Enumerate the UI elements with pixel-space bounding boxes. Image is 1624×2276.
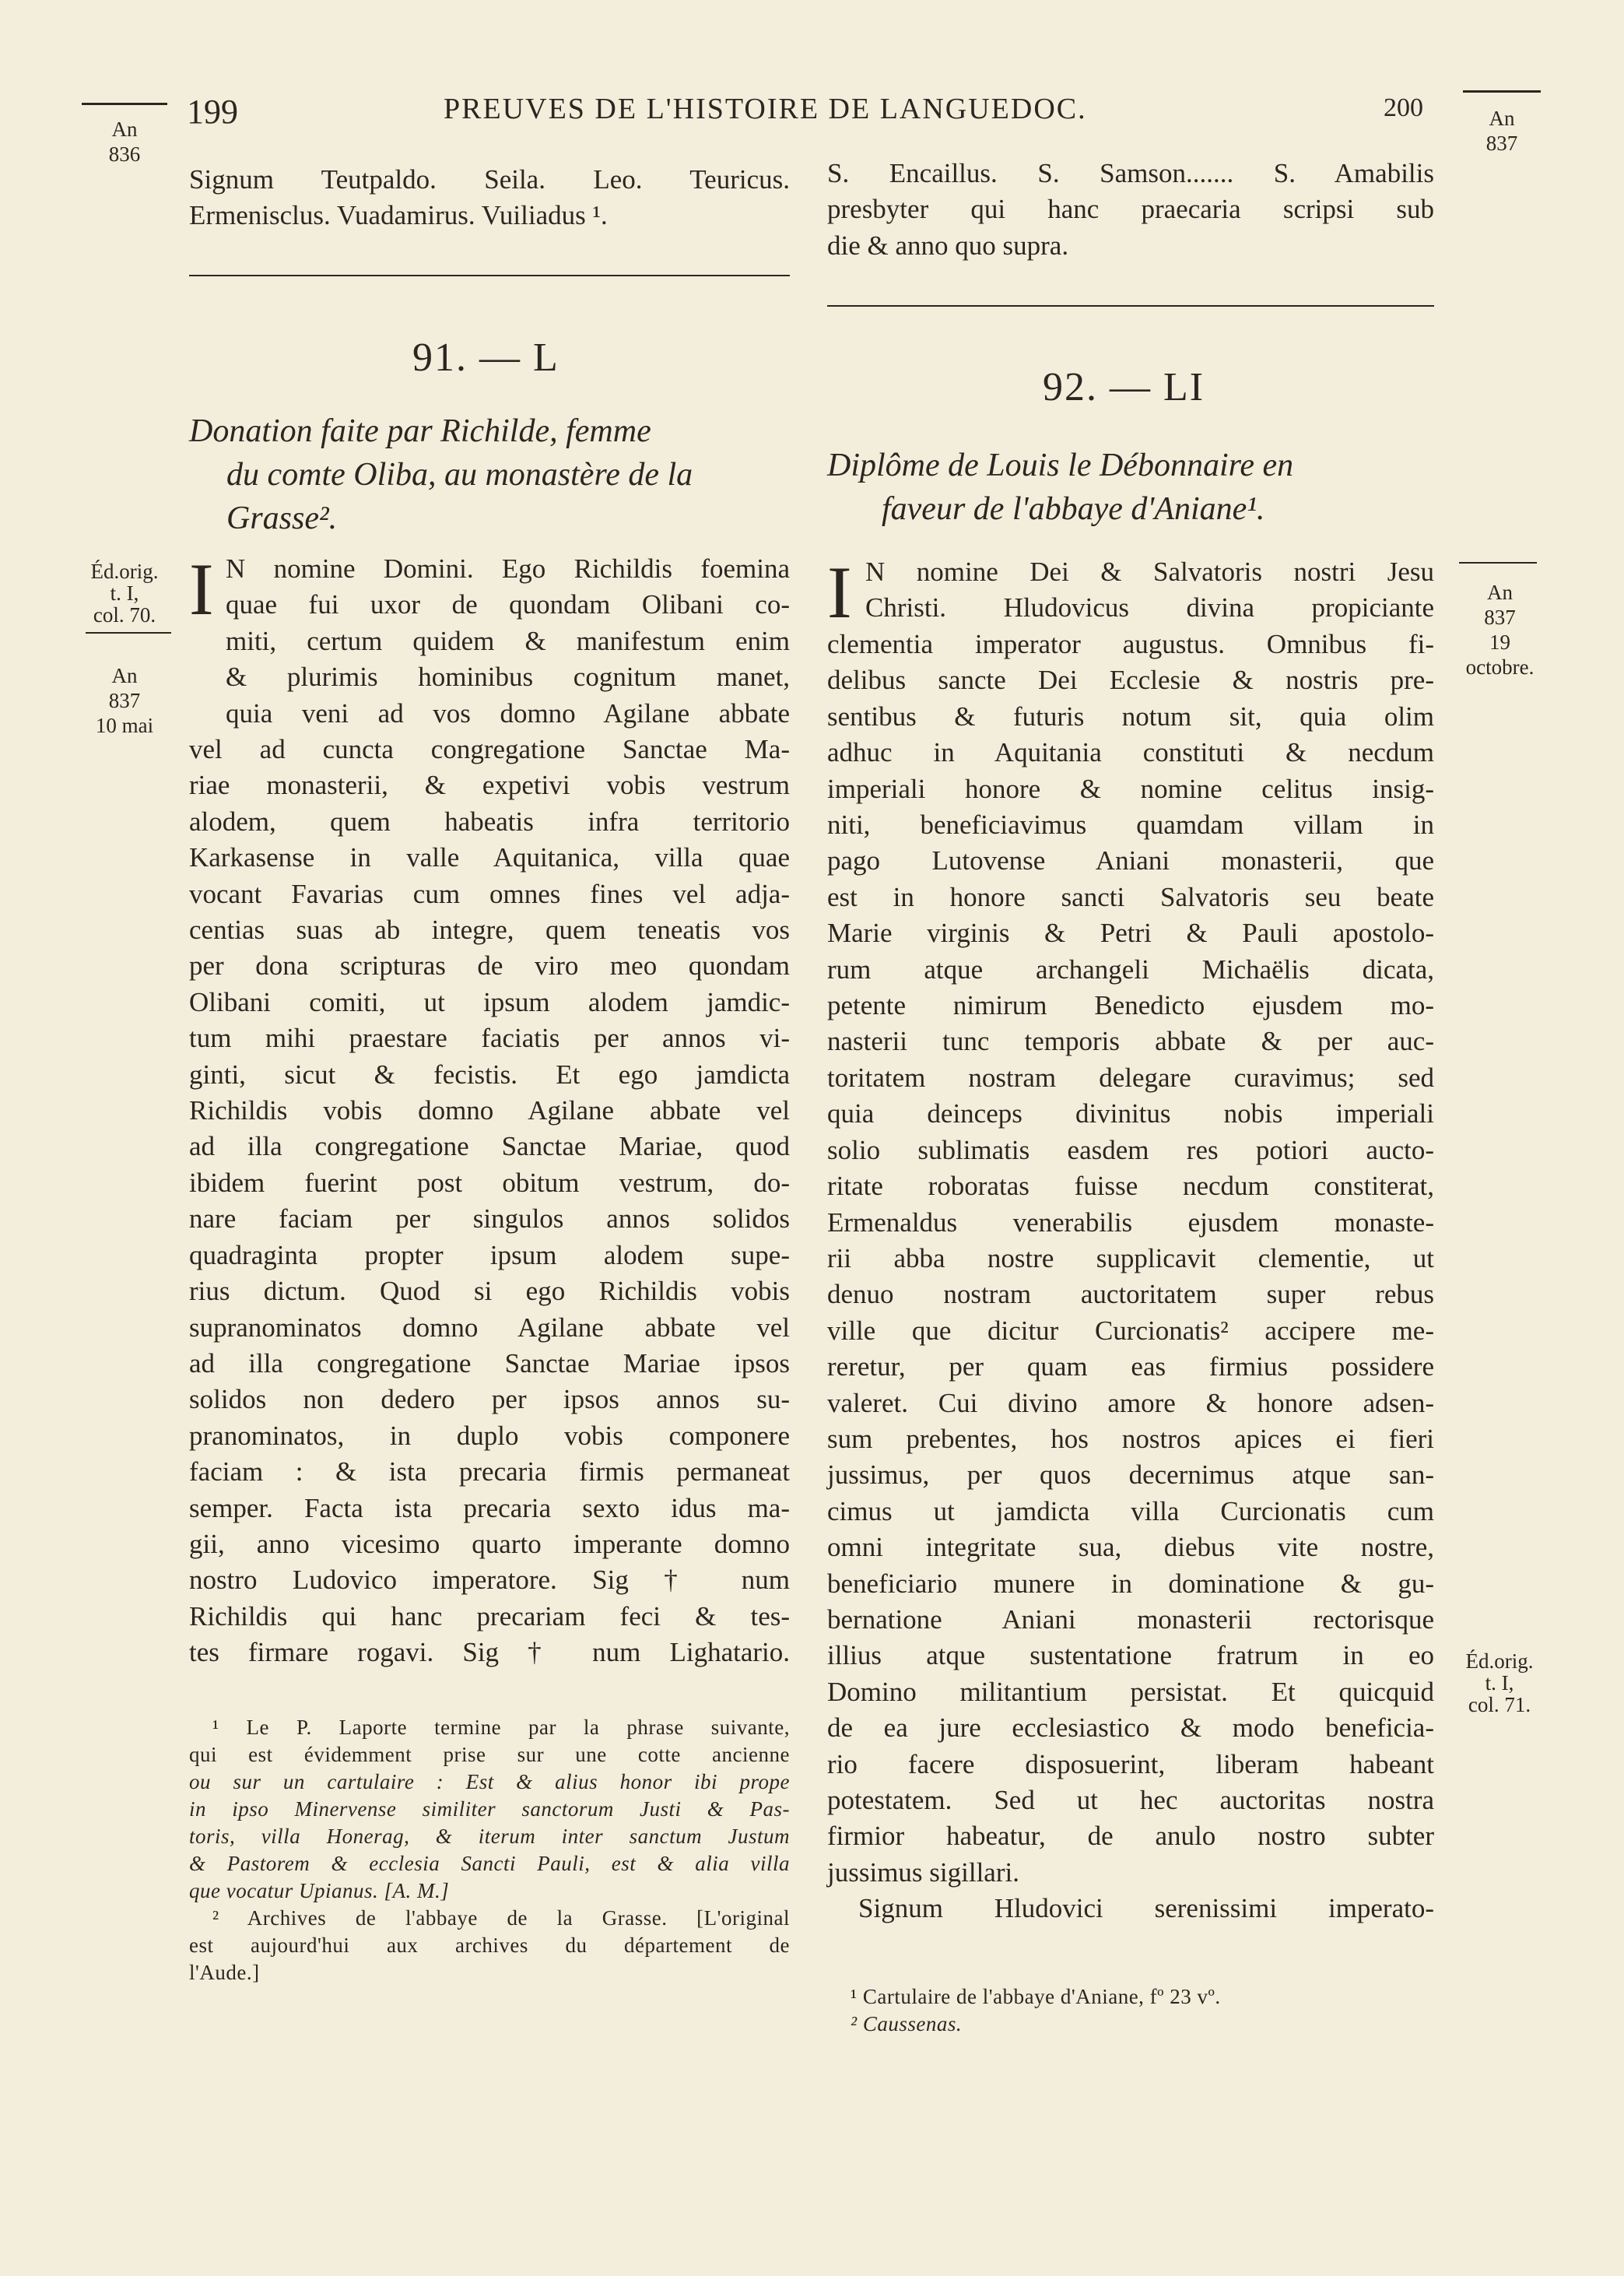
doc91-body: vel ad cuncta congregatione Sanctae Ma- riae monasterii, & expetivi vobis vestrum alodem, quem habeatis infra territorio Karkasense in valle Aquitanica, villa quae vocant Favarias cum omnes fines vel adja- centias suas ab integre, quem teneatis vos per dona scripturas de viro meo quondam Olibani comiti, ut ipsum alodem jamdic- tum mihi praestare faciatis per annos vi- ginti, sicut & fecistis. Et ego jamdicta Richildis vobis domno Agilane abbate vel ad illa congregatione Sanctae Mariae, quod ibidem fuerint post obitum vestrum, do- nare faciam per singulos annos solidos quadraginta propter ipsum alodem supe- rius dictum. Quod si ego Richildis vobis supranominatos domno Agilane abbate vel ad illa congregatione Sanctae Mariae ipsos solidos non dedero per ipsos annos su- pranominatos, in duplo vobis componere faciam : & ista precaria firmis permaneat semper. Facta ista precaria sexto idus ma- gii, anno vicesimo quarto imperante domno nostro Ludovico imperatore. Sig † num Richildis qui hanc precariam feci & tes- tes firmare rogavi. Sig † num Lighatario.	[189, 734, 790, 1668]
doc92-dropcap: I	[827, 551, 852, 634]
right-section-rule	[827, 305, 1434, 307]
doc91-first-lines: N nomine Domini. Ego Richildis foemina quae fui uxor de quondam Olibani co- miti, certum quidem & manifestum enim & plurimis hominibus cognitum manet, quia veni ad vos domno Agilane abbate	[226, 553, 790, 729]
left-top-lines: Signum Teutpaldo. Seila. Leo. Teuricus. Ermenisclus. Vuadamirus. Vuiliadus ¹.	[189, 164, 790, 231]
doc92-first-lines: N nomine Dei & Salvatoris nostri Jesu Christi. Hludovicus divina propiciante	[865, 557, 1434, 623]
margin-date-left: An 837 10 mai	[95, 664, 154, 737]
left-section-rule	[189, 275, 790, 276]
doc92-body: clementia imperator augustus. Omnibus fi- delibus sancte Dei Ecclesie & nostris pre- sentibus & futuris notum sit, quia olim adhuc in Aquitania constituti & necdum imperiali honore & nomine celitus insig- niti, beneficiavimus quamdam villam in pago Lutovense Aniani monasterii, que est in honore sancti Salvatoris seu beate Marie virginis & Petri & Pauli apostolo- rum atque archangeli Michaëlis dicata, petente nimirum Benedicto ejusdem mo- nasterii tunc temporis abbate & per auc- toritatem nostram delegare curavimus; sed quia deinceps divinitus nobis imperiali solio sublimatis easdem res potiori aucto- ritate roboratas fuisse necdum constiterat, Ermenaldus venerabilis ejusdem monaste- rii abba nostre supplicavit clementie, ut denuo nostram auctoritatem super rebus ville que dicitur Curcionatis² accipere me- reretur, per quam eas firmius possidere valeret. Cui divino amore & honore adsen- sum prebentes, hos nostros apices ei fieri jussimus, per quos decernimus atque san- cimus ut jamdicta villa Curcionatis cum omni integritate sua, diebus vite nostre, beneficiario munere in dominatione & gu- bernatione Aniani monasterii rectorisque illius atque sustentatione fratrum in eo Domino militantium persistat. Et quicquid de ea jure ecclesiastico & modo beneficia- rio facere disposuerint, liberam habeant potestatem. Sed ut hec auctoritas nostra firmior habeatur, de anulo nostro subter jussimus sigillari. Signum Hludovici serenissimi imperato-	[827, 629, 1434, 1924]
doc92-number: 92. — LI	[1043, 365, 1205, 409]
margin-rule-right	[1459, 562, 1537, 564]
margin-edition-ref-right: Éd.orig. t. I, col. 71.	[1465, 1649, 1534, 1716]
margin-date-right: An 837 19 octobre.	[1465, 581, 1535, 679]
left-footnotes: ¹ Le P. Laporte termine par la phrase suivante, qui est évidemment prise sur une cotte ancienne ou sur un cartulaire : Est & alius honor ibi prope in ipso Minervense similiter sanctorum Justi & Pas- toris, villa Honerag, & iterum inter sanctum Justum & Pastorem & ecclesia Sancti Pauli, est & alia villa que vocatur Upianus. [A. M.] ² Archives de l'abbaye de la Grasse. [L'original est aujourd'hui aux archives du département de l'Aude.]	[189, 1716, 790, 1984]
right-footnotes: ¹ Cartulaire de l'abbaye d'Aniane, fº 23 vº. ² Caussenas.	[851, 1985, 1221, 2035]
doc91-dropcap: I	[189, 548, 214, 630]
running-title: PREUVES DE L'HISTOIRE DE LANGUEDOC.	[444, 93, 1087, 125]
margin-year-top-left: An 836	[108, 118, 141, 166]
margin-edition-ref-left: Éd.orig. t. I, col. 70.	[90, 560, 159, 627]
margin-rule-left	[86, 632, 171, 634]
doc91-number: 91. — L	[412, 335, 559, 380]
doc92-title: Diplôme de Louis le Débonnaire en faveur de l'abbaye d'Aniane¹.	[827, 448, 1294, 527]
margin-year-top-right: An 837	[1485, 107, 1518, 155]
top-left-rule	[82, 103, 167, 105]
page-number-right: 200	[1384, 93, 1423, 122]
page-number-left: 199	[187, 93, 238, 131]
top-right-rule	[1463, 90, 1541, 93]
doc91-title: Donation faite par Richilde, femme du comte Oliba, au monastère de la Grasse².	[189, 413, 693, 536]
right-top-lines: S. Encaillus. S. Samson....... S. Amabilis presbyter qui hanc praecaria scripsi sub die & anno quo supra.	[827, 158, 1434, 261]
